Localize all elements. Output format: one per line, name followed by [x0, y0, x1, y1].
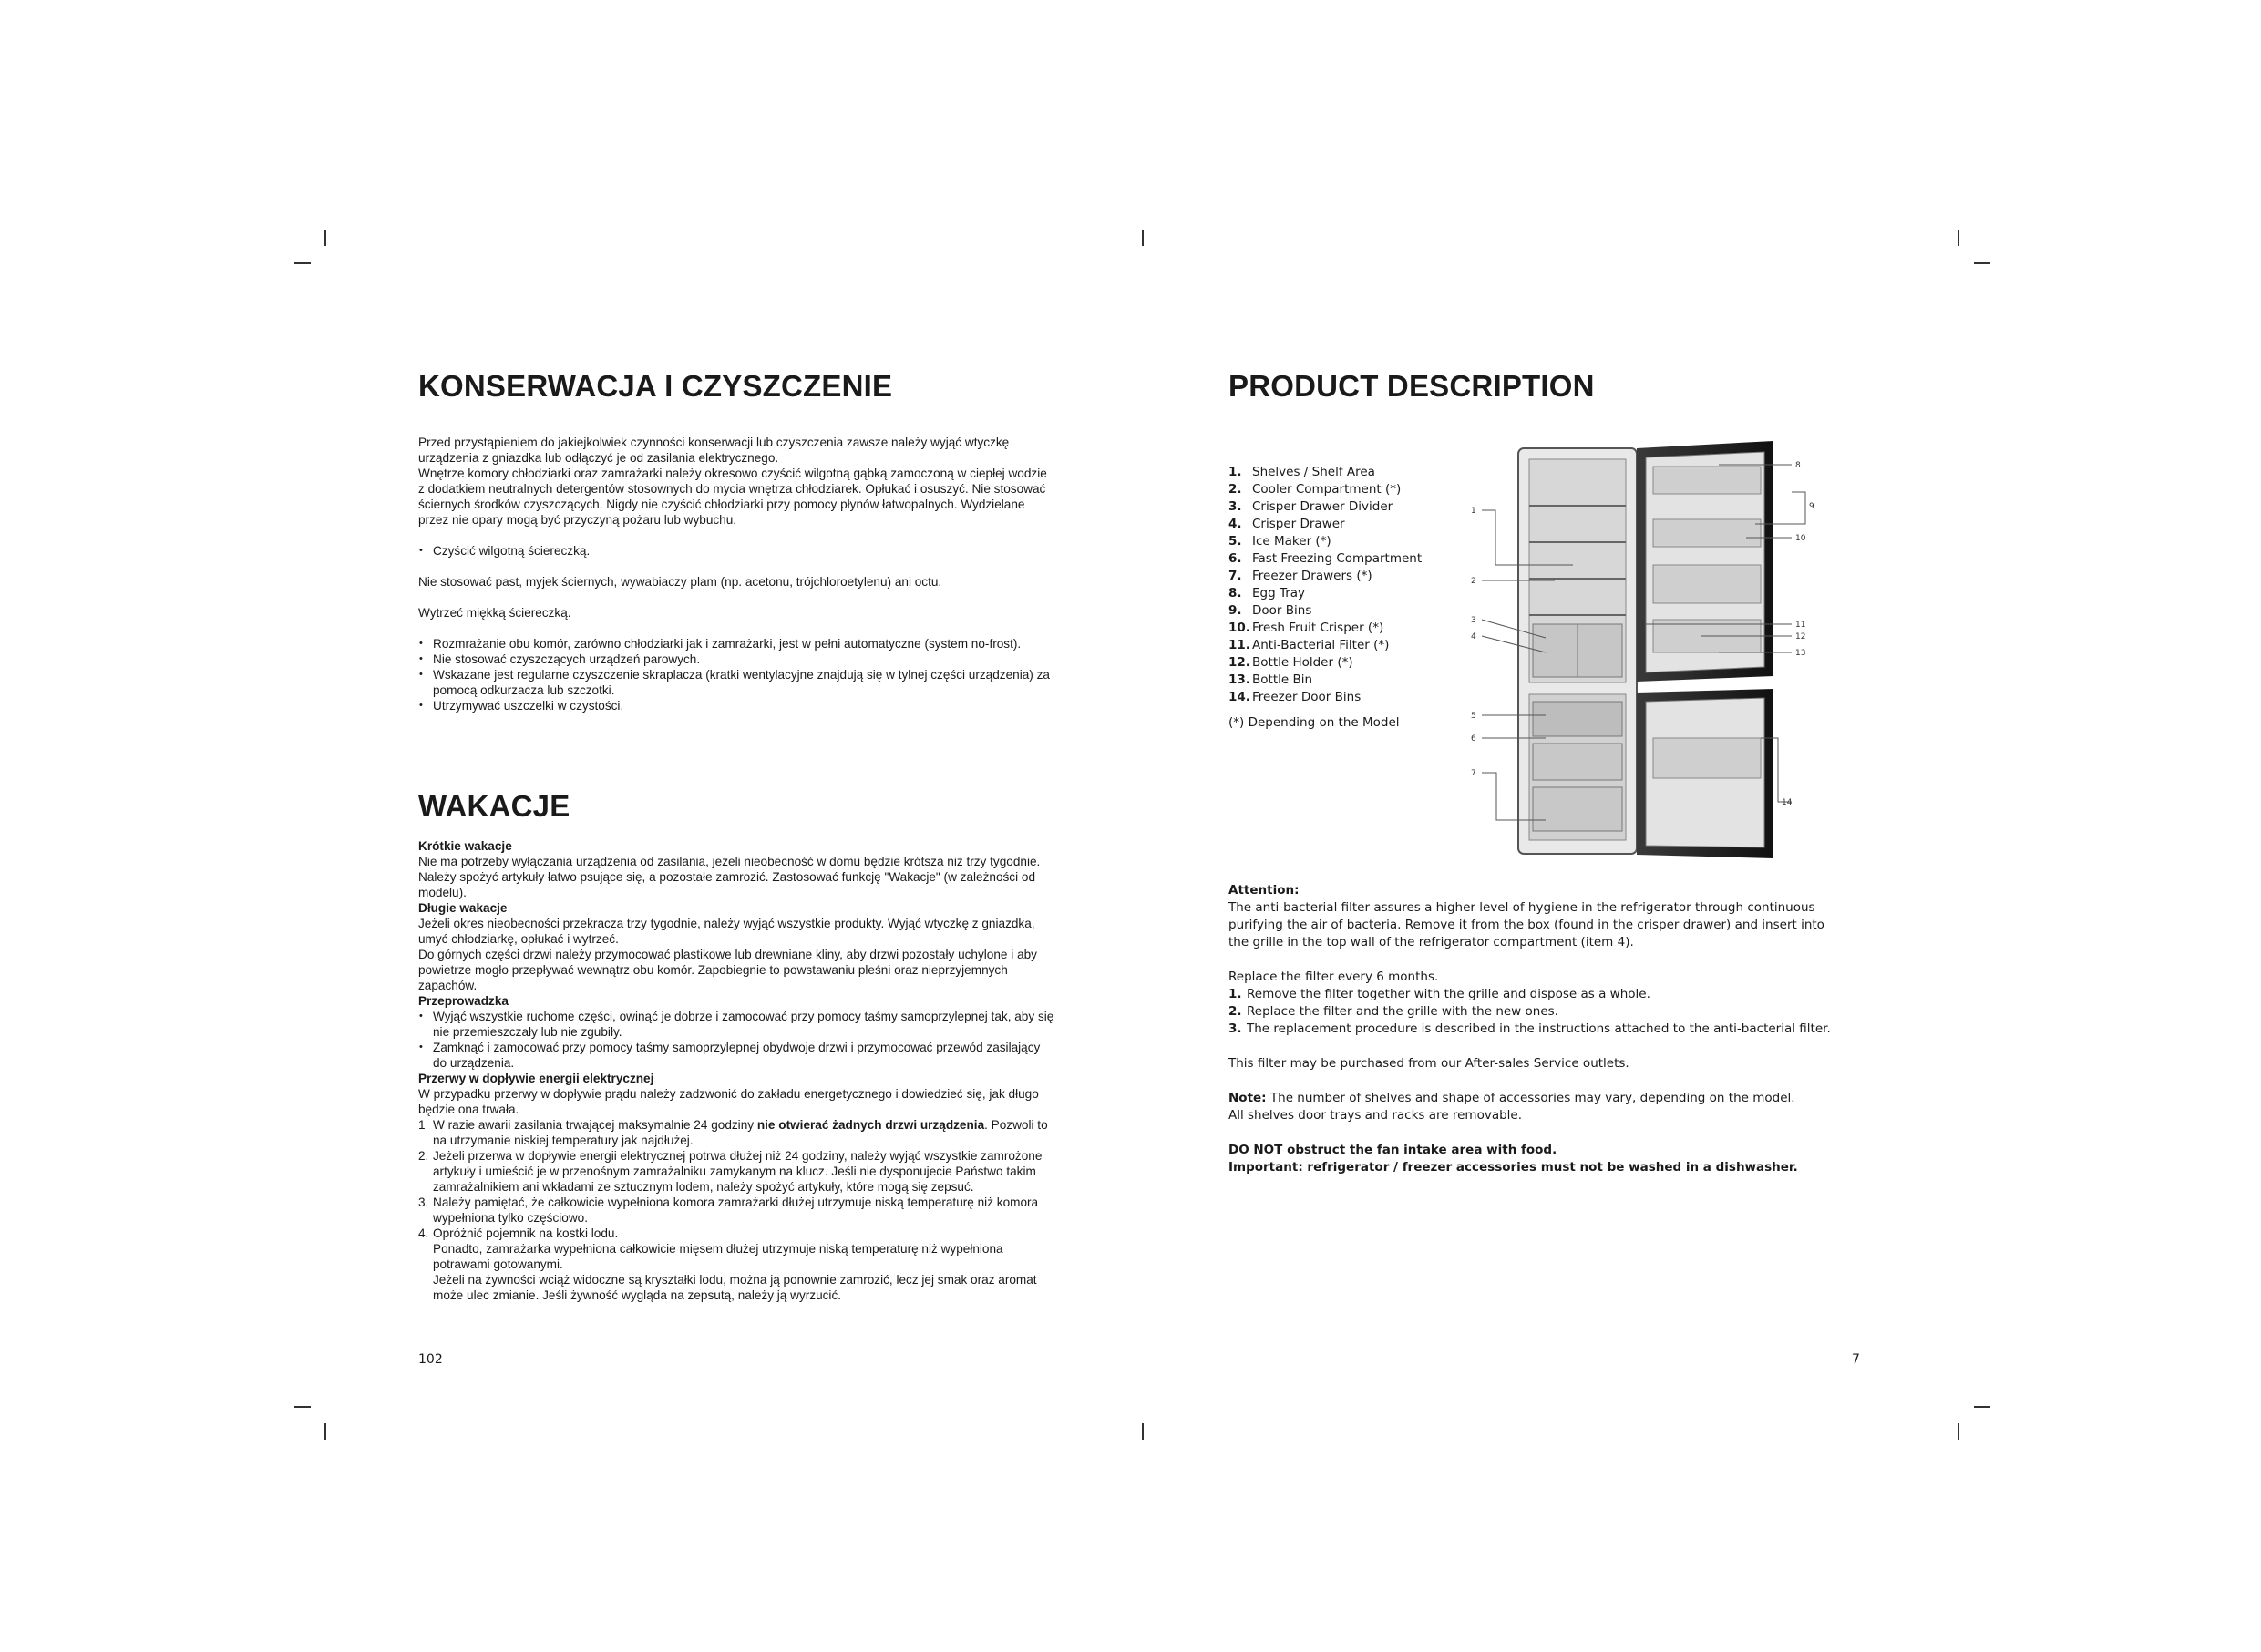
callout-label: 13 [1795, 649, 1806, 658]
list-item: 4. Crisper Drawer [1228, 517, 1345, 531]
list-item: 9. Door Bins [1228, 603, 1312, 618]
list-item: 14. Freezer Door Bins [1228, 690, 1362, 704]
list-item: 11. Anti-Bacterial Filter (*) [1228, 638, 1390, 652]
callout-label: 3 [1471, 616, 1476, 625]
bullet-list [418, 1009, 1056, 1071]
paragraph: Nie ma potrzeby wyłączania urządzenia od zasilania, jeżeli nieobecność w domu będzie krótsza niż trzy tygodnie. Należy spożyć artykuły łatwo psujące się, a pozostałe zamrozić. Zastosować funkcję "Wakacje" (w zależności od modelu). [418, 855, 1041, 899]
list-item: 4. Opróżnić pojemnik na kostki lodu. Ponadto, zamrażarka wypełniona całkowicie mięsem dłużej utrzymuje niską temperaturę niż wypełniona potrawami gotowanymi. Jeżeli na żywności wciąż widoczne są kryształki lodu, można ją ponownie zamrozić, lecz jej smak oraz aromat może ulec zmianie. Jeśli żywność wygląda na zepsutą, należy ją wyrzucić. [418, 1226, 1037, 1302]
callout-label: 8 [1795, 461, 1801, 470]
list-item: 1 W razie awarii zasilania trwającej maksymalnie 24 godziny nie otwierać żadnych drzwi urządzenia. Pozwoli to na utrzymanie niskiej temperatury jak najdłużej. [418, 1118, 1048, 1147]
crop-mark [294, 1406, 311, 1408]
subheading: Przerwy w dopływie energii elektrycznej [418, 1072, 654, 1085]
paragraph: All shelves door trays and racks are removable. [1228, 1108, 1523, 1123]
maintenance-title: KONSERWACJA I CZYSZCZENIE [418, 369, 893, 403]
bullet-list [418, 636, 1056, 713]
crop-mark [1974, 262, 1990, 264]
list-item: 5. Ice Maker (*) [1228, 534, 1331, 549]
note-paragraph: Note: The number of shelves and shape of accessories may vary, depending on the model. [1228, 1091, 1795, 1105]
holidays-section [418, 838, 1056, 1303]
paragraph: This filter may be purchased from our After-sales Service outlets. [1228, 1056, 1629, 1071]
attention-section [1228, 882, 1848, 1176]
list-item: • Utrzymywać uszczelki w czystości. [418, 698, 1056, 713]
crop-mark [1142, 230, 1144, 246]
list-item: 2. Replace the filter and the grille with the new ones. [1228, 1004, 1558, 1019]
paragraph: Replace the filter every 6 months. [1228, 970, 1439, 984]
crop-mark [1958, 1423, 1959, 1440]
crop-mark [324, 230, 326, 246]
list-item: 3. Crisper Drawer Divider [1228, 499, 1393, 514]
paragraph: The anti-bacterial filter assures a higher level of hygiene in the refrigerator through continuous purifying the air of bacteria. Remove it from the box (found in the crisper drawer) and insert into the grille in the top wall of the refrigerator compartment (item 4). [1228, 900, 1824, 949]
crop-mark [324, 1423, 326, 1440]
list-item: • Rozmrażanie obu komór, zarówno chłodziarki jak i zamrażarki, jest w pełni automatyczne (system no-frost). [418, 636, 1056, 652]
page-number: 7 [1852, 1352, 1860, 1367]
callout-label: 14 [1782, 798, 1793, 807]
crop-mark [1974, 1406, 1990, 1408]
paragraph: Wytrzeć miękką ściereczką. [418, 606, 571, 620]
crop-mark [1958, 230, 1959, 246]
list-item: 13. Bottle Bin [1228, 672, 1313, 687]
fridge-illustration [1445, 437, 1837, 875]
numbered-list [418, 1117, 1056, 1303]
list-item: 7. Freezer Drawers (*) [1228, 569, 1372, 583]
list-item: 2. Jeżeli przerwa w dopływie energii elektrycznej potrwa dłużej niż 24 godziny, należy wyjąć wszystkie zamrożone artykuły i umieścić je w przenośnym zamrażalniku zamykanym na klucz. Jeśli nie dysponujecie Państwo takim zamrażalnikiem ani wkładami ze sztucznym lodem, należy spożyć artykuły, które mogą się zepsuć. [418, 1149, 1043, 1194]
page-number: 102 [418, 1352, 443, 1367]
callout-label: 1 [1471, 507, 1476, 516]
maintenance-section [418, 435, 1056, 713]
list-item: 10. Fresh Fruit Crisper (*) [1228, 621, 1384, 635]
product-description-title: PRODUCT DESCRIPTION [1228, 369, 1595, 403]
parts-list [1228, 464, 1438, 732]
bullet-list [418, 543, 1056, 559]
list-item: 1. Shelves / Shelf Area [1228, 465, 1375, 479]
paragraph: Jeżeli okres nieobecności przekracza trzy tygodnie, należy wyjąć wszystkie produkty. Wyjąć wtyczkę z gniazdka, umyć chłodziarkę, opłukać i wytrzeć. [418, 917, 1035, 946]
callout-label: 10 [1795, 534, 1806, 543]
list-item: 2. Cooler Compartment (*) [1228, 482, 1402, 497]
list-item: • Wskazane jest regularne czyszczenie skraplacza (kratki wentylacyjne znajdują się w tylnej części urządzenia) za pomocą odkurzacza lub szczotki. [418, 667, 1056, 698]
list-item: 3. The replacement procedure is described in the instructions attached to the anti-bacterial filter. [1228, 1021, 1831, 1036]
callout-label: 12 [1795, 632, 1806, 641]
list-item: 8. Egg Tray [1228, 586, 1306, 600]
left-page [418, 369, 1056, 1303]
subheading: Przeprowadzka [418, 994, 509, 1008]
list-item: 6. Fast Freezing Compartment [1228, 551, 1423, 566]
callout-label: 4 [1471, 632, 1476, 641]
callout-label: 11 [1795, 621, 1806, 630]
list-item: • Zamknąć i zamocować przy pomocy taśmy samoprzylepnej obydwoje drzwi i przymocować przewód zasilający do urządzenia. [418, 1040, 1056, 1071]
right-page [1228, 369, 1848, 1175]
callout-label: 7 [1471, 769, 1476, 778]
list-item: 12. Bottle Holder (*) [1228, 655, 1353, 670]
crop-mark [1142, 1423, 1144, 1440]
steps-list [1228, 986, 1848, 1038]
paragraph: W przypadku przerwy w dopływie prądu należy zadzwonić do zakładu energetycznego i dowiedzieć się, jak długo będzie ona trwała. [418, 1087, 1039, 1116]
warning: Important: refrigerator / freezer accessories must not be washed in a dishwasher. [1228, 1160, 1798, 1175]
callout-label: 5 [1471, 712, 1476, 721]
subheading: Krótkie wakacje [418, 839, 512, 853]
list-item: 1. Remove the filter together with the grille and dispose as a whole. [1228, 987, 1650, 1001]
paragraph: Do górnych części drzwi należy przymocować plastikowe lub drewniane kliny, aby drzwi pozostały uchylone i aby powietrze mogło przepływać wewnątrz obu komór. Zapobiegnie to powstawaniu pleśni oraz nieprzyjemnych zapachów. [418, 948, 1037, 992]
list-item: • Nie stosować czyszczących urządzeń parowych. [418, 652, 1056, 667]
list-item: • Czyścić wilgotną ściereczką. [418, 543, 1056, 559]
footnote: (*) Depending on the Model [1228, 715, 1400, 730]
intro-paragraph: Przed przystąpieniem do jakiejkolwiek czynności konserwacji lub czyszczenia zawsze należy wyjąć wtyczkę urządzenia z gniazdka lub odłączyć je od zasilania elektrycznego. [418, 436, 1010, 465]
crop-mark [294, 262, 311, 264]
list-item: • Wyjąć wszystkie ruchome części, owinąć je dobrze i zamocować przy pomocy taśmy samoprzylepnej tak, aby się nie przemieszczały lub nie zgubiły. [418, 1009, 1056, 1040]
holidays-title: WAKACJE [418, 789, 570, 823]
subheading: Długie wakacje [418, 901, 508, 915]
attention-heading: Attention: [1228, 883, 1300, 898]
list-item: 3. Należy pamiętać, że całkowicie wypełniona komora zamrażarki dłużej utrzymuje niską temperaturę niż komora wypełniona tylko częściowo. [418, 1195, 1039, 1225]
paragraph: Nie stosować past, myjek ściernych, wywabiaczy plam (np. acetonu, trójchloroetylenu) ani octu. [418, 575, 942, 589]
callout-label: 9 [1809, 502, 1814, 511]
callout-label: 6 [1471, 734, 1476, 744]
warning: DO NOT obstruct the fan intake area with food. [1228, 1143, 1557, 1157]
callout-label: 2 [1471, 577, 1476, 586]
intro-paragraph: Wnętrze komory chłodziarki oraz zamrażarki należy okresowo czyścić wilgotną gąbką zamoczoną w ciepłej wodzie z dodatkiem neutralnych detergentów stosownych do mycia wnętrza chłodziarek. Opłukać i osuszyć. Nie stosować ściernych środków czyszczących. Nigdy nie czyścić chłodziarki przy pomocy płynów łatwopalnych. Wydzielane przez nie opary mogą być przyczyną pożaru lub wybuchu. [418, 467, 1047, 527]
